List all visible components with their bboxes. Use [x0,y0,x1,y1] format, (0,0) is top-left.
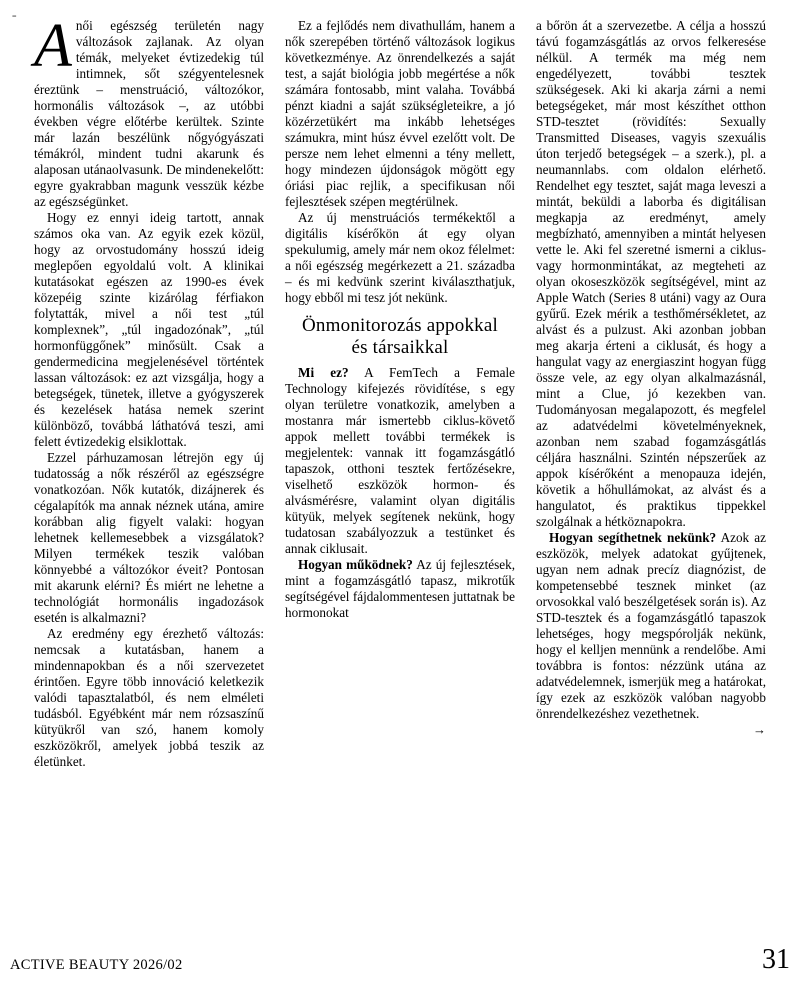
paragraph-how-they-help-body: Azok az eszközök, melyek adatokat gyűjtenek, ugyan nem adnak precíz diagnózist, de kompetensebbé tesznek minket (az orvosokkal való beszélgetések során is). Az STD-tesztek és a fogamzásgátló tapaszok lehetséges, hogy megspórolják nekünk, hogy el kelljen mennünk a rendelőbe. Ami továbbra is fontos: nézzünk utána az adatvédelemnek, ismerjük meg a határokat, így ezek az eszközök valóban nagyobb önrendelkezéshez vezethetnek. [536,530,766,721]
section-heading-line-1: Önmonitorozás appokkal [302,315,498,336]
lead-in-how-they-help: Hogyan segíthetnek nekünk? [549,530,717,545]
paragraph-1-body: női egészség területén nagy változások zajlanak. Az olyan témák, melyeket évtizedekig túl intimnek, sőt szégyentelesnek éreztünk – menstruáció, változókor, hormonális változások –, az utóbbi években végre előtérbe kerültek. Szinte már lazán beszélünk nőgyógyászati témákról, mindent tudni akarunk és alaposan utánaolvasunk. De mindenekelőtt: egyre gyakrabban magunk vesszük kézbe az egészségünket. [34,18,264,209]
column-1 [34,12,264,938]
lead-in-how-it-works: Hogyan működnek? [298,557,413,572]
paragraph-how-it-works-body: Az új fejlesztések, mint a fogamzásgátló tapasz, mikrotűk segítségével fájdalommentesen juttatnak be hormonokat [285,557,515,620]
drop-cap-letter: A [34,12,72,80]
section-heading-line-2: és társaikkal [351,337,449,358]
publication-name: ACTIVE BEAUTY 2026/02 [10,957,183,973]
page-footer [10,946,790,974]
paragraph-how-they-help [536,530,766,722]
paragraph-how-it-works [285,557,515,621]
paragraph-2: Hogy ez ennyi ideig tartott, annak számos oka van. Az egyik ezek közül, hogy az orvostudomány hosszú ideig meglepően egyoldalú volt. A klinikai kutatásokat egészen az 1990-es évek közepéig szinte kizárólag férfiakon folytatták, mivel a női test „túl komplexnek”, „túl ingadozónak”, „túl hormonfüggőnek” minősült. Csak a gendermedicina megjelenésével történtek lassan változások: ez azt vizsgálja, hogy a betegségek, tünetek, illetve a gyógyszerek és kezelések hatása nemek szerint különböző, továbbá láthatóvá teszi, ami felett évtizedekig elsiklottak. [34,210,264,449]
page-number: 31 [762,944,790,975]
paragraph-3: Ezzel párhuzamosan létrejön egy új tudatosság a nők részéről az egészségre vonatkozóan. Nők kutatók, dizájnerek és cégalapítók ma annak néznek utána, amire korábban alig figyelt valaki: hogyan lehetnek kellemesebbek a vizsgálatok? Milyen termékek teszik valóban könnyebbé a változókor éveit? Pontosan mit akarunk elérni? És miért ne lehetne a technológiát hormonális ingadozások esetén is alkalmazni? [34,450,264,625]
paragraph-4: Az eredmény egy érezhető változás: nemcsak a kutatásban, hanem a mindennapokban és a női szervezetet érintően. Egyre több innováció keletkezik valódi tapasztalatból, és nem elméleti tudásból. Egyébként már nem rózsaszínű kütyükről van szó, hanem komoly eszközökről, amelyek jobbá teszik az életünket. [34,626,264,769]
paragraph-7: a bőrön át a szervezetbe. A célja a hosszú távú fogamzásgátlás az orvos felkeresése nélkül. A termék ma még nem engedélyezett, további tesztek szükségesek. Aki ki akarja zárni a nemi betegségeket, már most készíthet otthon STD-tesztet (rövidítés: Sexually Transmitted Diseases, vagyis szexuális úton terjedő betegségek – a szerk.), pl. a neumannlabs. com oldalon elérhető. Rendelhet egy tesztet, saját maga leveszi a mintát, beküldi a laborba és digitálisan megkapja az eredményt, amely megbízható, amennyiben a mintát helyesen vette le. Aki fel szeretné ismerni a ciklus- vagy hormonmintákat, az megteheti az olyan okoseszközök segítségével, mint az Apple Watch (Series 8 utáni) vagy az Oura gyűrű. Ezek mérik a testhőmérsékletet, az alvást és a pulzust. Aki azonban jobban meg akarja érteni a ciklusát, és hogy a hangulat vagy az energiaszint hogyan függ össze vele, az egy olyan alkalmazásnál, mint a Clue, jó kezekben van. Tudományosan megalapozott, és megfelel az adatvédelmi követelményeknek, azonban nem szabad fogamzásgátlás céljára használni. Szintén népszerűek az appok kísérőként a menopauza idején, követik a hőhullámokat, az alvást és a hangulatot, és praktikus tippekkel szolgálnak a hétköznapokra. [536,18,766,529]
article-columns [34,12,768,938]
section-heading [285,315,515,359]
column-3 [536,18,766,938]
paragraph-6: Az új menstruációs termékektől a digitális kísérőkön át egy olyan spekulumig, amely már nem okoz félelmet: a női egészség megérkezett a 21. századba – és mi kedvünk szerint kiválaszthatjuk, hogy ebből mi tesz jót nekünk. [285,210,515,305]
page-marker: = [12,12,17,21]
continuation-arrow-icon: → [753,722,766,737]
paragraph-5: Ez a fejlődés nem divathullám, hanem a nők szerepében történő változások logikus következménye. Az önrendelkezés a saját test, a saját biológia jobb megértése a nők számára fontosabb, mint valaha. Továbbá pénzt kiadni a saját szükségleteikre, a jó közérzetükért ma inkább lehetséges számukra, mint húsz évvel ezelőtt volt. De persze nem lehet elmenni a tény mellett, hogy mindezen újdonságok mögött egy óriási piac rejlik, a specifikusan női fejlesztések szépen megtérülnek. [285,18,515,209]
dropcap-paragraph [34,12,264,210]
paragraph-what-is-it-body: A FemTech a Female Technology kifejezés rövidítése, s egy olyan területre vonatkozik, amelyben a mostanra már ismertebb ciklus-követő appok mellett további termékek is megjelentek: vannak itt fogamzásgátló tapaszok, otthoni tesztek fertőzésekre, viselhető eszközök hormon- és alvásmérésre, valamint olyan digitális kütyük, melyek segítenek nekünk, hogy tudatosan szabályozzuk a testünket és annak ciklusait. [285,365,515,556]
column-2 [285,18,515,938]
lead-in-what-is-it: Mi ez? [298,365,349,380]
paragraph-what-is-it [285,365,515,557]
